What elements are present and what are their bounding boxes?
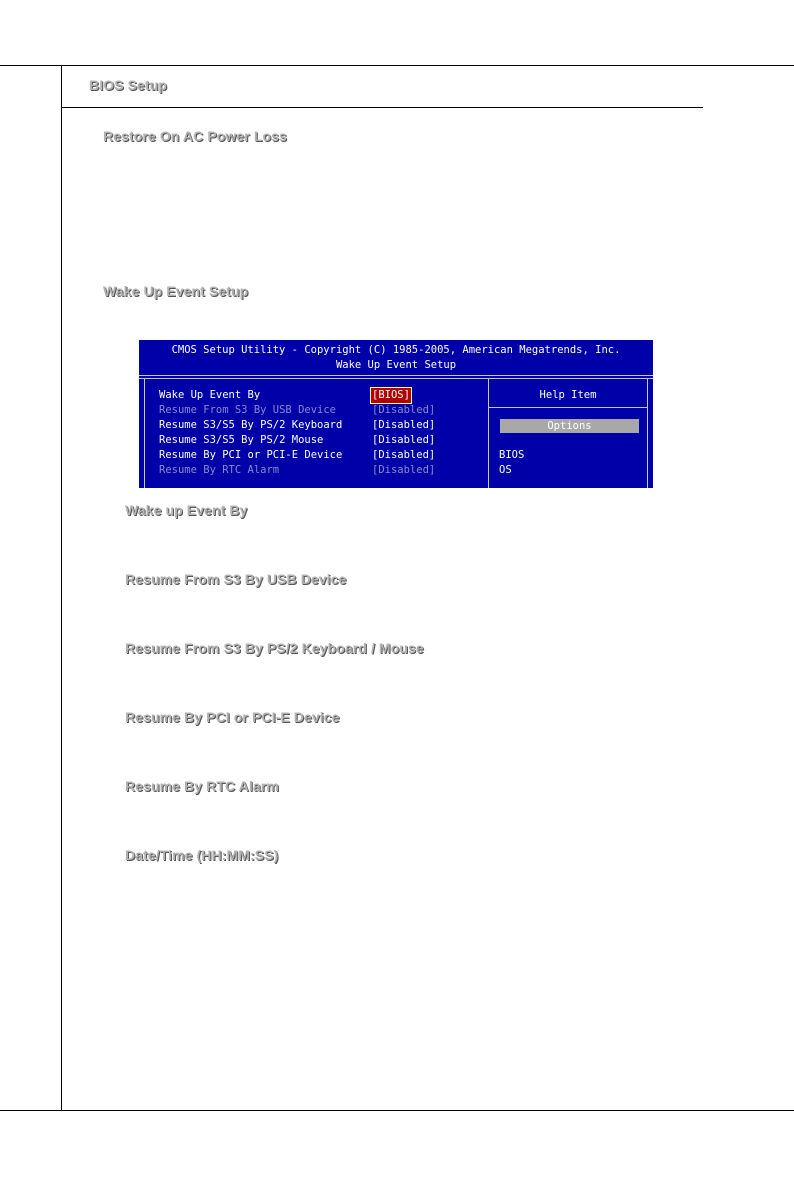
bios-row-label: Resume S3/S5 By PS/2 Mouse — [159, 434, 324, 446]
bios-row-label: Resume By RTC Alarm — [159, 464, 280, 476]
bios-row-value[interactable]: [Disabled] — [372, 434, 436, 446]
page-frame-left — [61, 65, 62, 1110]
item-heading-resume-ps2: Resume From S3 By PS/2 Keyboard / Mouse — [125, 640, 424, 656]
crop-mark — [0, 65, 62, 66]
help-separator — [489, 407, 647, 408]
bios-row-resume-rtc — [159, 463, 479, 478]
option-os: OS — [499, 464, 512, 476]
bios-title-copyright: CMOS Setup Utility - Copyright (C) 1985-2005, American Megatrends, Inc. — [171, 344, 621, 356]
options-header: Options — [500, 419, 639, 433]
bios-row-value[interactable]: [Disabled] — [372, 449, 436, 461]
item-heading-date-time: Date/Time (HH:MM:SS) — [125, 847, 279, 863]
bios-row-resume-usb — [159, 403, 479, 418]
page-frame-top — [61, 65, 794, 66]
page-title: BIOS Setup — [89, 77, 168, 93]
item-heading-wake-up-event-by: Wake up Event By — [125, 502, 248, 518]
item-heading-resume-rtc: Resume By RTC Alarm — [125, 778, 279, 794]
bios-row-wake-up-event-by[interactable] — [159, 388, 479, 403]
item-heading-resume-pci: Resume By PCI or PCI-E Device — [125, 709, 340, 725]
bios-border-right — [647, 378, 648, 488]
bios-row-resume-pci[interactable] — [159, 448, 479, 463]
header-rule — [62, 107, 703, 108]
section-heading-wake-up: Wake Up Event Setup — [103, 283, 249, 299]
item-heading-resume-usb: Resume From S3 By USB Device — [125, 571, 347, 587]
option-bios: BIOS — [499, 449, 525, 461]
bios-title-page: Wake Up Event Setup — [335, 359, 457, 371]
bios-row-value[interactable]: [Disabled] — [372, 419, 436, 431]
page-frame-bottom — [0, 1110, 794, 1111]
bios-row-value: [Disabled] — [372, 404, 436, 416]
bios-row-value: [Disabled] — [372, 464, 436, 476]
bios-divider — [139, 375, 653, 376]
bios-row-label: Resume From S3 By USB Device — [159, 404, 337, 416]
bios-row-label: Resume By PCI or PCI-E Device — [159, 449, 343, 461]
bios-border-left — [144, 378, 145, 488]
bios-row-resume-keyboard[interactable] — [159, 418, 479, 433]
help-item-title: Help Item — [539, 389, 597, 401]
bios-row-value-selected[interactable]: [BIOS] — [372, 389, 410, 401]
bios-divider — [139, 378, 653, 379]
bios-row-label: Resume S3/S5 By PS/2 Keyboard — [159, 419, 343, 431]
section-heading-ac-power: Restore On AC Power Loss — [103, 128, 287, 144]
bios-screenshot — [139, 340, 653, 488]
bios-row-resume-mouse[interactable] — [159, 433, 479, 448]
bios-row-label: Wake Up Event By — [159, 389, 261, 401]
